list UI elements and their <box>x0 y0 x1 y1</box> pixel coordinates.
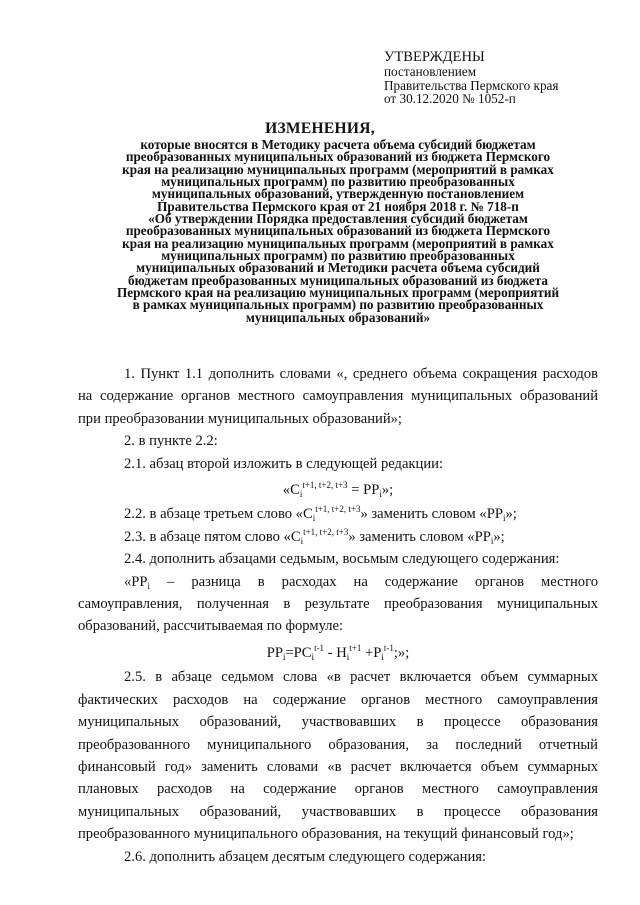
formula-subscript: i <box>300 535 304 546</box>
approval-heading: УТВЕРЖДЕНЫ <box>384 49 485 65</box>
formula-text: +P <box>361 644 382 661</box>
paragraph-text: – разница в расходах на содержание органов местного самоуправления, полученная в результате преобразования муниципальных образований, рассчитываемая по формуле: <box>78 573 598 635</box>
approval-line-2: Правительства Пермского края <box>384 77 559 93</box>
subtitle-line: края на реализацию муниципальных программ (мероприятий в рамках <box>122 161 554 177</box>
formula-subscript: i <box>381 651 384 662</box>
formula-superscript: t+1, t+2, t+3 <box>315 504 361 515</box>
formula-subscript: i <box>311 651 315 662</box>
subtitle-line: муниципальных образований» <box>245 309 431 325</box>
paragraph-2-4: 2.4. дополнить абзацами седьмым, восьмым следующего содержания: <box>124 551 560 568</box>
formula-text: - H <box>324 644 347 661</box>
formula-subscript: i <box>379 489 382 500</box>
subtitle-line: бюджетам преобразованных муниципальных образований из бюджета <box>128 272 548 288</box>
formula-superscript: t+1, t+2, t+3 <box>303 526 349 537</box>
formula-text: PP <box>266 644 283 661</box>
paragraph-2-5: 2.5. в абзаце седьмом слова «в расчет включается объем суммарных фактических расходов на содержание органов местного самоуправления муниципальных образований, участвовавших в процессе образования преобразованного муниципального образования, за последний отчетный финансовый год» заменить словами «в расчет включается объем суммарных плановых расходов на содержание органов местного самоуправления муниципальных образований, участвовавших в процессе образования преобразованного муниципального образования, на текущий финансовый год»; <box>78 669 598 843</box>
subtitle-line: муниципальных программ) по развитию преобразованных <box>161 174 515 190</box>
paragraph-2-6: 2.6. дополнить абзацем десятым следующего содержания: <box>124 848 487 865</box>
paragraph-text: 2.2. в абзаце третьем слово «C <box>124 506 313 523</box>
document-subtitle <box>82 139 594 324</box>
formula-subscript: i <box>282 651 286 662</box>
subtitle-line: края на реализацию муниципальных программ (мероприятий в рамках <box>122 235 554 251</box>
approval-stamp <box>384 50 558 106</box>
paragraph-text: » заменить словом «PP <box>360 506 503 523</box>
document-body <box>78 363 598 868</box>
subtitle-line: которые вносятся в Методику расчета объема субсидий бюджетам <box>140 137 536 152</box>
formula-subscript: i <box>147 580 151 591</box>
subtitle-line: «Об утверждении Порядка предоставления субсидий бюджетам <box>148 211 528 227</box>
paragraph-text: «PP <box>124 573 148 590</box>
subtitle-line: Пермского края на реализацию муниципальных программ (мероприятий <box>116 285 560 301</box>
approval-line-1: постановлением <box>384 64 477 79</box>
formula-superscript: t-1 <box>383 642 394 653</box>
paragraph-2-4-quote <box>78 571 598 638</box>
formula-superscript: t-1 <box>314 642 325 653</box>
formula-text: «C <box>282 482 300 499</box>
formula-text: ;»; <box>393 644 410 661</box>
document-title: ИЗМЕНЕНИЯ, <box>265 120 375 137</box>
paragraph-2-2 <box>78 503 598 525</box>
subtitle-line: муниципальных программ) по развитию преобразованных <box>161 248 515 264</box>
subtitle-line: в рамках муниципальных программ) по развитию преобразованных <box>132 297 544 313</box>
subtitle-line: преобразованных муниципальных образований из бюджета Пермского <box>125 223 551 239</box>
formula-1 <box>78 479 598 501</box>
subtitle-line: муниципальных образований, утвержденную постановлением <box>151 186 525 202</box>
formula-superscript: t+1 <box>349 642 362 653</box>
paragraph-text: » заменить словом «PP <box>348 528 491 545</box>
formula-subscript: i <box>502 513 506 524</box>
formula-subscript: i <box>346 651 350 662</box>
formula-text: »; <box>381 482 394 499</box>
paragraph-2-3 <box>78 526 598 548</box>
subtitle-line: муниципальных образований и Методики расчета объема субсидий <box>136 260 540 276</box>
paragraph-2-1: 2.1. абзац второй изложить в следующей редакции: <box>124 455 444 472</box>
formula-subscript: i <box>312 513 316 524</box>
formula-subscript: i <box>299 489 303 500</box>
subtitle-line: преобразованных муниципальных образований из бюджета Пермского <box>125 149 551 165</box>
formula-text: =PC <box>285 644 312 661</box>
paragraph-text: »; <box>493 528 505 545</box>
formula-subscript: i <box>490 535 494 546</box>
paragraph-2: 2. в пункте 2.2: <box>124 433 218 450</box>
paragraph-text: »; <box>505 506 517 523</box>
formula-2 <box>78 642 598 664</box>
paragraph-text: 2.3. в абзаце пятом слово «C <box>124 528 301 545</box>
paragraph-1: 1. Пункт 1.1 дополнить словами «, среднего объема сокращения расходов на содержание органов местного самоуправления муниципальных образований при преобразовании муниципальных образований»; <box>78 366 598 427</box>
approval-line-3: от 30.12.2020 № 1052-п <box>384 91 516 107</box>
subtitle-line: Правительства Пермского края от 21 ноября 2018 г. № 718-п <box>157 198 519 214</box>
formula-superscript: t+1, t+2, t+3 <box>302 480 348 491</box>
formula-text: = PP <box>347 482 380 499</box>
